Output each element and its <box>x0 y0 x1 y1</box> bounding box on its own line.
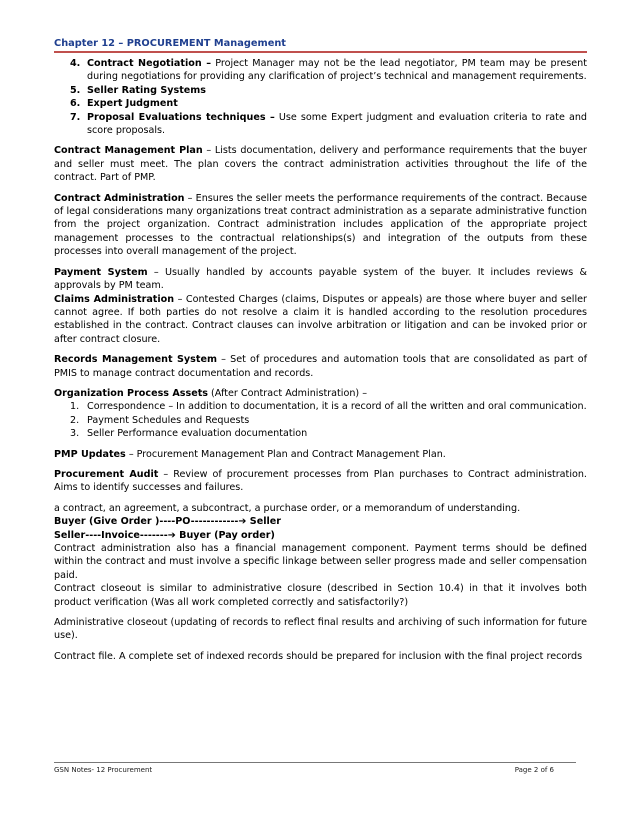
records-paragraph: Records Management System – Set of procedures and automation tools that are consolidated as part of PMIS to manage contract documentation and records. <box>54 354 587 379</box>
contract-file-paragraph: Contract file. A complete set of indexed records should be prepared for inclusion with the final project records <box>54 650 583 662</box>
procurement-audit-paragraph: Procurement Audit – Review of procurement processes from Plan purchases to Contract administration. Aims to identify successes and failures. <box>54 468 587 494</box>
opa-paragraph: Organization Process Assets (After Contract Administration) – <box>54 387 367 399</box>
order-flow-line: Buyer (Give Order )----PO------------➔ Seller <box>54 516 282 528</box>
arrow-right-icon: ➔ <box>238 516 247 528</box>
list-item: 3. Seller Performance evaluation documentation <box>70 428 308 440</box>
list-item: 7. Proposal Evaluations techniques – Use some Expert judgment and evaluation criteria to rate and score proposals. <box>70 111 587 137</box>
financial-paragraph: Contract administration also has a financial management component. Payment terms should be defined within the contract and must involve a specific linkage between seller progress made and seller compensation paid. <box>54 543 587 581</box>
arrow-right-icon: ➔ <box>167 529 176 541</box>
page-footer <box>54 762 576 774</box>
list-item: 2. Payment Schedules and Requests <box>70 414 250 426</box>
document-page <box>54 38 587 663</box>
claims-paragraph: Claims Administration – Contested Charges (claims, Disputes or appeals) are those where buyer and seller cannot agree. If both parties do not resolve a claim it is handled according to the resolution procedures established in the contract. Contract clauses can involve arbitration or litigation and can be invoked prior or after contract closure. <box>54 293 587 345</box>
footer-left: GSN Notes- 12 Procurement <box>54 766 153 774</box>
list-item: 6. Expert Judgment <box>70 98 178 110</box>
list-item: 5. Seller Rating Systems <box>70 84 207 96</box>
chapter-header: Chapter 12 – PROCUREMENT Management <box>54 38 587 53</box>
pmp-updates-paragraph: PMP Updates – Procurement Management Plan and Contract Management Plan. <box>54 448 446 460</box>
opa-list <box>54 400 587 440</box>
techniques-list <box>54 57 587 137</box>
page-number: Page 2 of 6 <box>514 766 554 774</box>
admin-closeout-paragraph: Administrative closeout (updating of records to reflect final results and archiving of such information for future use). <box>54 617 587 642</box>
closeout-paragraph: Contract closeout is similar to administrative closure (described in Section 10.4) in that it involves both product verification (Was all work completed correctly and satisfactorily?) <box>54 583 587 608</box>
contract-types-line: a contract, an agreement, a subcontract, a purchase order, or a memorandum of understanding. <box>54 502 521 514</box>
contract-admin-paragraph: Contract Administration – Ensures the seller meets the performance requirements of the contract. Because of legal considerations many organizations treat contract administration as a separate administrative function from the project organization. Contract administration includes application of the appropriate project management processes to the contractual relationships(s) and integration of the outputs from these processes into overall management of the project. <box>54 192 587 258</box>
contract-plan-paragraph: Contract Management Plan – Lists documentation, delivery and performance requirements that the buyer and seller must meet. The plan covers the contract administration activities throughout the life of the contract. Part of PMP. <box>54 145 588 184</box>
list-item: 1. Correspondence – In addition to documentation, it is a record of all the written and oral communication. <box>70 401 587 413</box>
list-item: 4. Contract Negotiation – Project Manager may not be the lead negotiator, PM team may be present during negotiations for providing any clarification of project’s technical and management requirements. <box>70 58 587 83</box>
payment-system-paragraph: Payment System – Usually handled by accounts payable system of the buyer. It includes reviews & approvals by PM team. <box>54 266 587 292</box>
invoice-flow-line: Seller----Invoice-------➔ Buyer (Pay order) <box>54 529 275 541</box>
